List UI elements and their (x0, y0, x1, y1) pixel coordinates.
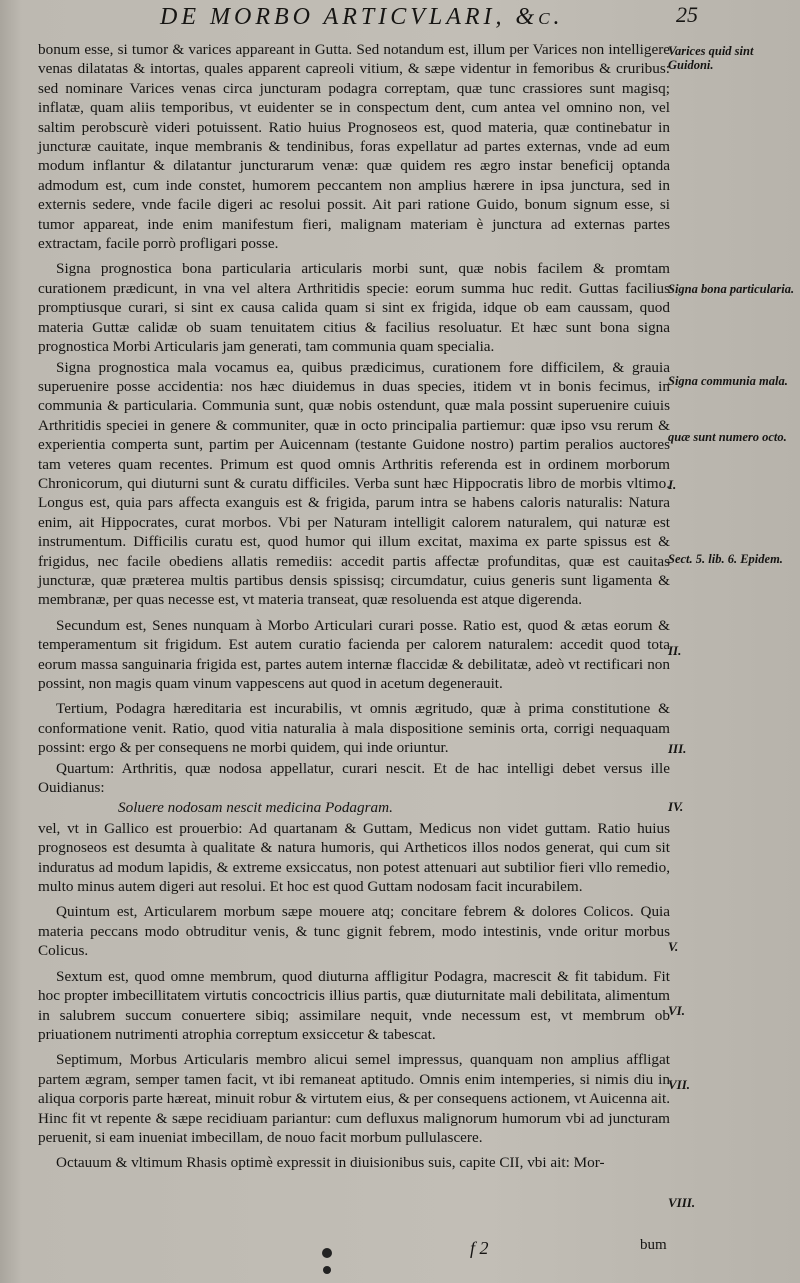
signature-mark: f 2 (470, 1238, 489, 1258)
paragraph: Sextum est, quod omne membrum, quod diuturna affligitur Podagra, macrescit & fit tabidum. Fit hoc propter imbecillitatem virtutis concoctricis illius partis, quæ diuturnitate mali debilitata, alimentum in salubrem succum conuertere sibiq; assimilare nequit, vnde necessum est, vt membrum ob priuationem nutrimenti atrophia correptum exsiccetur & tabescat. (38, 967, 670, 1043)
marginal-numeral: VI. (668, 1003, 685, 1018)
running-title: DE MORBO ARTICVLARI, &c. (160, 4, 564, 30)
catchword: bum (640, 1237, 667, 1253)
paragraph: Tertium, Podagra hæreditaria est incurabilis, vt omnis ægritudo, quæ à prima constitutione & conformatione venit. Ratio, quod vitia naturalia à mala dispositione seminis orta, corrigi nequaquam possint: ergo & per consequens ne morbi quidem, qui inde oriuntur. (38, 700, 670, 757)
paragraph: bonum esse, si tumor & varices appareant in Gutta. Sed notandum est, illum per Varices non intelligere venas dilatatas & intortas, quales apparent capreoli vitium, & sæpe videntur in femoribus & cruribus: sed nominare Varices venas circa juncturam podagra correptam, quæ tunc crassiores sunt magisq; inflatæ, quam aliis temporibus, vt euidenter se in conspectum dent, cum antea vel omnino non, vel saltim perobscurè videri potuissent. Ratio huius Prognoseos est, quod materia, quæ continebatur in juncturæ cauitate, inque membranis & tendinibus, foras expellatur ad partes externas, vnde ad eum modum inflantur & dilatantur juncturarum venæ: quæ quidem res ægro instar beneficij optanda admodum est, cum inde constet, humorem peccantem non amplius hærere in ipsa junctura, sed in externis sedere, vnde facile digeri ac resolui possit. Ait pari ratione Guido, bonum signum esse, si tumor appareat, inde enim manifestum fieri, malignam materiam è junctura ad externas partes extractam, facile porrò profligari posse. (38, 41, 670, 253)
paragraph: Octauum & vltimum Rhasis optimè expressit in diuisionibus suis, capite CII, vbi ait: Mor- (56, 1154, 605, 1172)
paragraph: Quartum: Arthritis, quæ nodosa appellatur, curari nescit. Et de hac intelligi debet versus ille Ouidianus: (38, 759, 670, 797)
marginal-numeral: IV. (668, 799, 684, 814)
paragraph: Septimum, Morbus Articularis membro alicui semel impressus, quanquam non amplius affligat partem ægram, semper tamen facit, vt ibi remaneat aptitudo. Omnis enim intemperies, si nimis diu in aliqua corporis parte hæreat, minuit robur & virtutem eius, & per consequens actionem, vt Auicenna ait. Hinc fit vt repente & sæpe recidiuam pariantur: cum defluxus malignorum humorum vbi ad juncturam peruenit, si eam inueniat imbecillam, de nouo facit morbum pullulascere. (38, 1051, 670, 1146)
marginal-numeral: II. (668, 643, 682, 658)
main-text (38, 40, 670, 1173)
marginal-note: Signa communia mala. (668, 374, 788, 388)
paragraph: Quintum est, Articularem morbum sæpe mouere atq; concitare febrem & dolores Colicos. Quia materia peccans modo obtruditur venis, & tunc gignit febrem, modo intestinis, vnde oritur morbus Colicus. (38, 903, 670, 960)
marginal-numeral: III. (668, 741, 687, 756)
marginal-numeral: I. (668, 477, 677, 492)
verse-line: Soluere nodosam nescit medicina Podagram. (118, 799, 393, 817)
page-number: 25 (676, 2, 698, 27)
marginal-note: quæ sunt numero octo. (668, 430, 787, 444)
marginal-note: Sect. 5. lib. 6. Epidem. (668, 552, 783, 566)
marginal-numeral: V. (668, 939, 679, 954)
paragraph: vel, vt in Gallico est prouerbio: Ad quartanam & Guttam, Medicus non videt guttam. Ratio huius prognoseos est desumta à qualitate & natura humoris, qui Artheticos illos nodos generat, qui cum sit induratus ad modum lapidis, & extreme exsiccatus, non potest attenuari aut subtilior fieri vllo remedio, multo minus autem digeri aut resolui. Et hoc est quod Guttam nodosam facit incurabilem. (38, 819, 670, 896)
marginal-numeral: VII. (668, 1077, 691, 1092)
paragraph: Secundum est, Senes nunquam à Morbo Articulari curari posse. Ratio est, quod & ætas eorum & temperamentum sit frigidum. Est autem curatio facienda per calorem naturalem: accedit quod tota eorum massa sanguinaria frigida est, partes autem internæ flaccidæ & debilitatæ, adeò vt rectificari non possint, non magis quam vinum vappescens aut quod in acetum degenerauit. (38, 616, 670, 692)
marginal-numeral: VIII. (668, 1195, 696, 1210)
marginal-note: Signa bona particularia. (668, 282, 795, 296)
paragraph: Signa prognostica bona particularia articularis morbi sunt, quæ nobis facilem & promtam curationem prædicunt, in vna vel altera Arthritidis specie: eorum summa huc redit. Guttas facilius promptiusque curari, si sint ex causa calida quam si sint ex frigida, idque ob eam caussam, quod materia Guttæ calidæ ob suam tenuitatem citius & facilius resoluatur. Et hæc sunt bona signa prognostica Morbi Articularis jam generati, tam communia quam specialia. (38, 260, 670, 356)
ink-blot (323, 1266, 331, 1274)
marginal-note: Varices quid sint Guidoni. (668, 44, 754, 72)
paragraph: Signa prognostica mala vocamus ea, quibus prædicimus, curationem fore difficilem, & grauia superuenire posse accidentia: nos hæc diuidemus in duas species, itidem vt in bonis fecimus, in communia & particularia. Communia sunt, quæ nobis ostendunt, quæ mala possint superuenire cuiuis Arthritidis speciei in genere & communiter, quæ in octo principalia partiemur: quæ ipso vsu rerum & experientia comperta sunt, partim per Auicennam (testante Guidone nostro) partim peralios auctores tam veteres quam recentes. Primum est quod omnis Arthritis referenda est in ordinem morborum Chronicorum, qui diuturni sunt & curatu difficiles. Verba sunt hæc Hippocratis libro de morbis vltimo. Longus est, quia pars affecta exanguis est & frigida, parum intra se habens caloris naturalis: Natura enim, ait Hippocrates, curat morbos. Vbi per Naturam intelligit calorem naturalem, qui naturæ est instrumentum. Difficilis curatu est, quod humor qui illum excitat, maxima ex parte spissus est & frigidus, nec facile obediens allatis remediis: accedit partis affectæ profunditas, quæ est cauitas juncturæ, quæ præterea multis partibus densis spissisq; circumdatur, cuius generis sunt ligamenta & membranæ, per quas necesse est, vt materia transeat, quæ resoluenda est atque digerenda. (38, 358, 670, 609)
ink-blot (322, 1248, 332, 1258)
